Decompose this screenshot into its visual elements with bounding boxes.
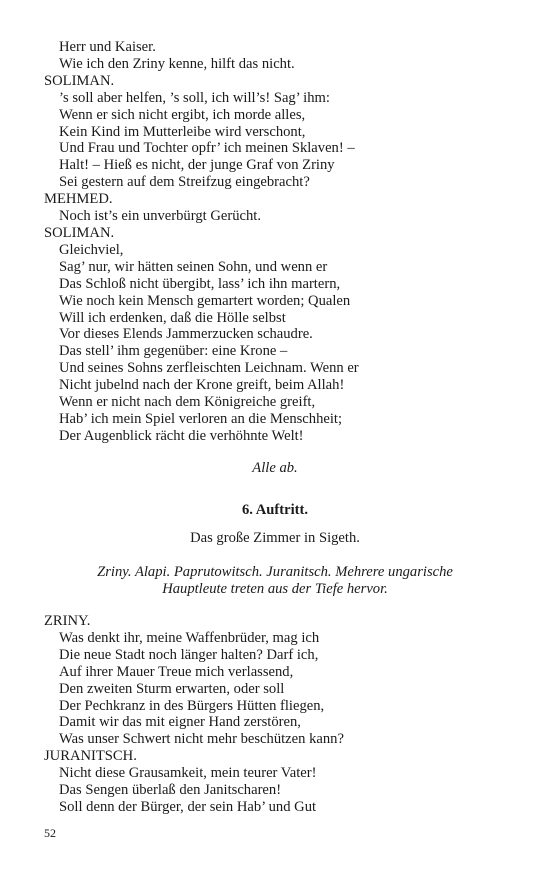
- verse-line: Das Sengen überlaß den Janitscharen!: [59, 782, 282, 799]
- speaker-name: MEHMED.: [44, 191, 113, 208]
- verse-line: Was unser Schwert nicht mehr beschützen kann?: [59, 731, 344, 748]
- dialogue-section-zriny: [0, 613, 550, 816]
- verse-line: Gleichviel,: [59, 241, 124, 258]
- verse-line: Damit wir das mit eigner Hand zerstören,: [59, 714, 301, 731]
- verse-line: Sag’ nur, wir hätten seinen Sohn, und wenn er: [59, 258, 328, 275]
- scene-location: Das große Zimmer in Sigeth.: [190, 530, 360, 546]
- verse-line: Kein Kind im Mutterleibe wird verschont,: [59, 123, 306, 140]
- speaker-name: SOLIMAN.: [44, 224, 115, 241]
- verse-line: Hab’ ich mein Spiel verloren an die Menschheit;: [59, 410, 343, 427]
- verse-line: Vor dieses Elends Jammerzucken schaudre.: [59, 326, 313, 343]
- verse-line: Noch ist’s ein unverbürgt Gerücht.: [59, 208, 261, 225]
- verse-line: ’s soll aber helfen, ’s soll, ich will’s! Sag’ ihm:: [59, 89, 330, 106]
- scene-characters: [0, 564, 550, 598]
- verse-line: Halt! – Hieß es nicht, der junge Graf von Zriny: [59, 157, 335, 174]
- scene-characters-line: Hauptleute treten aus der Tiefe hervor.: [162, 580, 388, 597]
- verse-line: Sei gestern auf dem Streifzug eingebracht?: [59, 174, 310, 191]
- verse-line: Und seines Sohns zerfleischten Leichnam. Wenn er: [59, 360, 359, 377]
- verse-line: Wenn er nicht nach dem Königreiche greift,: [59, 394, 316, 411]
- verse-line: Der Pechkranz in des Bürgers Hütten fliegen,: [59, 697, 325, 714]
- verse-line: Das Schloß nicht übergibt, lass’ ich ihn martern,: [59, 275, 341, 292]
- verse-line: Herr und Kaiser.: [59, 39, 156, 55]
- verse-line: Wie ich den Zriny kenne, hilft das nicht.: [59, 55, 295, 72]
- scene-heading: 6. Auftritt.: [241, 502, 309, 518]
- page-number: 52: [44, 826, 56, 840]
- scene-characters-line: Zriny. Alapi. Paprutowitsch. Juranitsch. Mehrere ungarische: [97, 564, 453, 580]
- verse-line: Den zweiten Sturm erwarten, oder soll: [59, 680, 285, 697]
- verse-line: Und Frau und Tochter opfr’ ich meinen Sklaven! –: [59, 140, 355, 157]
- verse-line: Wenn er sich nicht ergibt, ich morde alles,: [59, 106, 306, 123]
- stage-direction-exit: Alle ab.: [252, 460, 298, 476]
- verse-line: Was denkt ihr, meine Waffenbrüder, mag ich: [59, 629, 320, 646]
- verse-line: Wie noch kein Mensch gemartert worden; Qualen: [59, 292, 351, 309]
- verse-line: Das stell’ ihm gegenüber: eine Krone –: [59, 343, 288, 360]
- verse-line: Der Augenblick rächt die verhöhnte Welt!: [59, 427, 304, 444]
- verse-line: Die neue Stadt noch länger halten? Darf ich,: [59, 646, 319, 663]
- verse-line: Will ich erdenken, daß die Hölle selbst: [59, 309, 286, 326]
- dialogue-section-soliman: [0, 39, 550, 445]
- verse-line: Nicht jubelnd nach der Krone greift, beim Allah!: [59, 377, 345, 394]
- verse-line: Nicht diese Grausamkeit, mein teurer Vater!: [59, 765, 317, 782]
- verse-line: Auf ihrer Mauer Treue mich verlassend,: [59, 663, 294, 680]
- speaker-name: SOLIMAN.: [44, 72, 115, 89]
- speaker-name: JURANITSCH.: [44, 748, 137, 765]
- speaker-name: ZRINY.: [44, 613, 91, 629]
- verse-line: Soll denn der Bürger, der sein Hab’ und Gut: [59, 798, 317, 815]
